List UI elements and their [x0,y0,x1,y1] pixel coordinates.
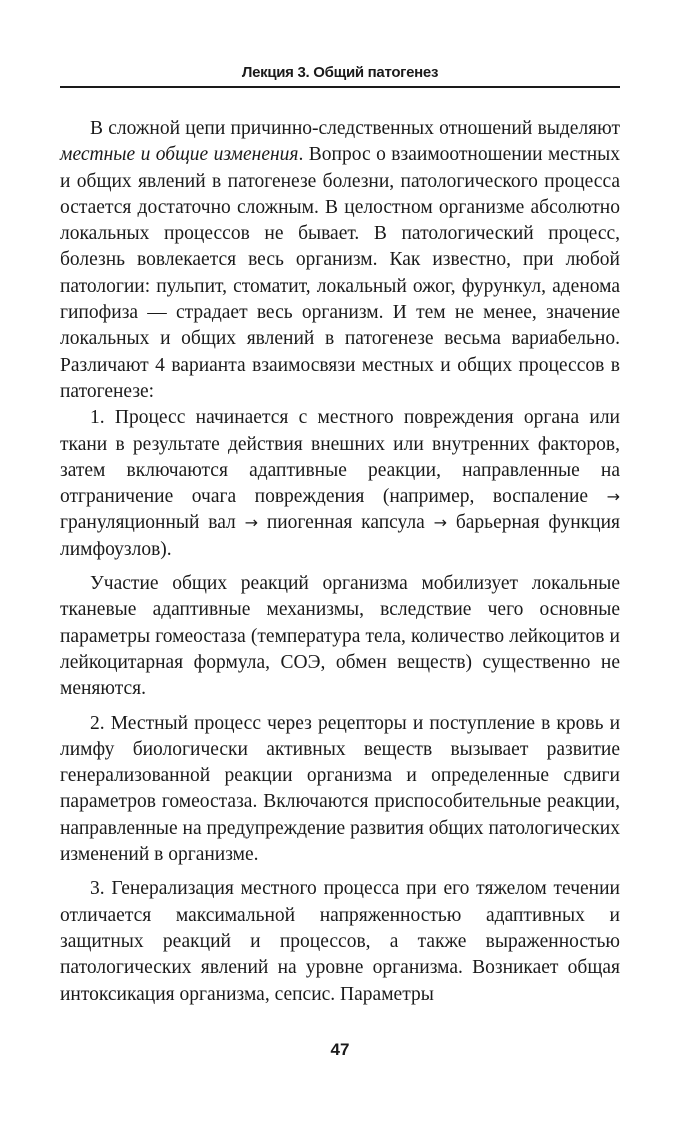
body-text [60,116,620,1008]
paragraph-2 [60,405,620,563]
paragraph-3: Участие общих реакций организма мобилизует локальные тканевые адаптивные механизмы, вследствие чего основные параметры гомеостаза (температура тела, количество лейкоцитов и лейкоцитарная формула, СОЭ, обмен веществ) существенно не меняются. [60,573,620,700]
paragraph-4: 2. Местный процесс через рецепторы и поступление в кровь и лимфу биологически активных веществ вызывает развитие генерализованной реакции организма и определенные сдвиги параметров гомеостаза. Включаются приспособительные реакции, направленные на предупреждение развития общих патологических изменений в организме. [60,712,620,866]
paragraph-2-end: барьерная функция лимфоузлов). [60,512,621,560]
paragraph-1 [60,116,620,405]
emphasis-local-general-changes: местные и общие изменения [60,144,299,166]
arrow-right-icon: → [244,513,258,533]
paragraph-2-mid2: пиогенная капсула [266,512,425,534]
paragraph-2-mid1: грануляционный вал [60,512,236,534]
running-header: Лекция 3. Общий патогенез [241,64,439,81]
page-number: 47 [330,1040,350,1059]
arrow-right-icon: → [433,513,448,533]
header-rule [60,86,620,88]
paragraph-5: 3. Генерализация местного процесса при его тяжелом течении отличается максимальной напряженностью адаптивных и защитных реакций и процессов, а также выраженностью патологических явлений на уровне организма. Возникает общая интоксикация организма, сепсис. Параметры [60,878,620,1005]
paragraph-1-end: . Вопрос о взаимоотношении местных и общих явлений в патогенезе болезни, патологического процесса остается достаточно сложным. В целостном организме абсолютно локальных процессов не бывает. В патологический процесс, болезнь вовлекается весь организм. Как известно, при любой патологии: пульпит, стоматит, локальный ожог, фурункул, аденома гипофиза — страдает весь организм. И тем не менее, значение локальных и общих явлений в патогенезе весьма вариабельно. Различают 4 варианта взаимосвязи местных и общих процессов в патогенезе: [60,144,620,402]
paragraph-2-start: 1. Процесс начинается с местного повреждения органа или ткани в результате действия внешних или внутренних факторов, затем включаются адаптивные реакции, направленные на отграничение очага повреждения (например, воспаление [60,407,620,508]
paragraph-1-start: В сложной цепи причинно-следственных отношений выделяют [90,118,620,139]
arrow-right-icon: → [606,487,620,507]
